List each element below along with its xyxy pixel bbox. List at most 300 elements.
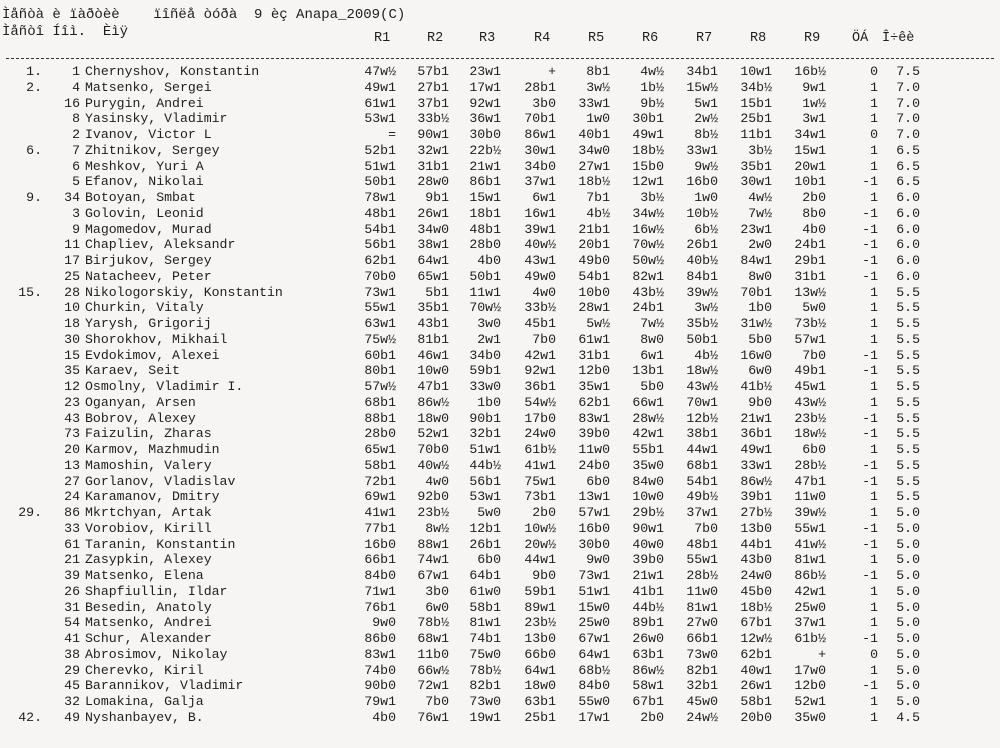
player-name-cell: Golovin, Leonid [85,205,204,221]
round-result-cell: + [818,646,826,662]
player-name-cell: Cherevko, Kiril [85,662,204,678]
round-result-cell: 7b0 [694,520,718,536]
round-result-cell: 18b½ [632,142,664,158]
round-result-cell: 18w0 [417,410,449,426]
round-result-cell: 30w1 [740,174,772,190]
round-result-cell: 43b½ [632,284,664,300]
round-result-cell: 5b0 [748,331,772,347]
table-row [0,253,1000,269]
start-number-cell: 61 [64,536,80,552]
color-balance-cell: 1 [870,489,878,505]
round-result-cell: 73w0 [686,646,718,662]
round-result-cell: 60b1 [364,347,396,363]
round-header-9: R9 [804,31,821,46]
table-row [0,64,1000,80]
round-result-cell: 13w½ [794,284,826,300]
round-result-cell: 5w½ [586,316,610,331]
color-balance-cell: -1 [862,174,878,190]
round-result-cell: 78b½ [417,615,449,631]
round-result-cell: 48b1 [469,221,501,237]
round-result-cell: 88w1 [417,536,449,552]
points-cell: 5.0 [896,520,920,536]
round-result-cell: 24b1 [632,300,664,316]
color-balance-cell: -1 [862,363,878,379]
round-result-cell: 35w1 [578,379,610,394]
round-result-cell: 82b1 [469,678,501,694]
round-result-cell: 49w0 [524,268,556,284]
round-result-cell: 54b1 [686,473,718,489]
round-result-cell: 90b0 [364,678,396,694]
round-result-cell: 15w½ [686,79,718,95]
round-result-cell: 32b1 [686,678,718,694]
round-result-cell: 49w1 [632,127,664,142]
player-name-cell: Evdokimov, Alexei [85,347,220,363]
color-balance-cell: 1 [870,442,878,457]
player-name-cell: Birjukov, Sergey [85,253,212,268]
round-result-cell: 62b1 [364,253,396,268]
color-balance-cell: 1 [870,95,878,111]
color-balance-cell: 1 [870,709,878,725]
round-result-cell: 6b0 [802,442,826,457]
start-number-cell: 54 [64,615,80,631]
points-cell: 6.0 [896,268,920,284]
round-result-cell: 44w1 [524,552,556,568]
player-name-cell: Efanov, Nikolai [85,174,204,190]
color-balance-cell: -1 [862,268,878,284]
points-cell: 6.0 [896,253,920,268]
round-result-cell: 15w0 [578,599,610,615]
round-result-cell: 42w1 [794,583,826,599]
round-result-cell: 31w½ [740,316,772,331]
round-result-cell: 10w1 [740,64,772,79]
round-result-cell: 24b1 [794,237,826,253]
round-result-cell: 43w½ [686,379,718,394]
round-result-cell: 74w1 [417,552,449,568]
color-balance-cell: 1 [870,316,878,331]
round-result-cell: 13b1 [632,363,664,379]
points-cell: 5.0 [896,536,920,552]
round-result-cell: 12w1 [632,174,664,190]
round-result-cell: 53w1 [469,489,501,505]
color-balance-cell: 1 [870,331,878,347]
points-cell: 5.0 [896,631,920,646]
header-divider [6,58,994,59]
round-result-cell: 54w½ [524,394,556,410]
round-result-cell: 71w1 [364,583,396,599]
start-number-cell: 12 [64,379,80,394]
round-result-cell: 81w1 [794,552,826,568]
round-result-cell: 34w0 [417,221,449,237]
round-result-cell: 7b0 [532,331,556,347]
round-result-cell: 84b1 [686,268,718,284]
table-row [0,159,1000,175]
round-result-cell: 37w1 [524,174,556,190]
round-result-cell: 73b1 [524,489,556,505]
round-result-cell: 1b½ [640,79,664,95]
round-result-cell: 10b1 [794,174,826,190]
round-result-cell: 21w1 [740,410,772,426]
table-row [0,678,1000,694]
round-result-cell: 81w1 [469,615,501,631]
round-result-cell: 72w1 [417,678,449,694]
round-result-cell: 11w1 [469,284,501,300]
round-result-cell: 55w0 [578,694,610,709]
round-result-cell: 5b1 [425,284,449,300]
round-result-cell: 66b1 [364,552,396,568]
round-result-cell: 64b1 [469,568,501,583]
round-result-cell: 92w1 [524,363,556,379]
round-result-cell: 69w1 [364,489,396,505]
round-result-cell: 6w1 [532,190,556,205]
table-row [0,615,1000,631]
round-result-cell: 3b0 [425,583,449,599]
round-result-cell: 59b1 [524,583,556,599]
start-number-cell: 3 [72,205,80,221]
player-name-cell: Nikologorskiy, Konstantin [85,284,283,300]
start-number-cell: 29 [64,662,80,678]
points-cell: 7.0 [896,79,920,95]
round-result-cell: 21w1 [469,158,501,174]
color-balance-cell: -1 [862,536,878,552]
round-result-cell: 2w1 [477,331,501,347]
player-name-cell: Karmov, Mazhmudin [85,442,220,457]
color-balance-cell: 1 [870,300,878,316]
round-result-cell: 20b0 [740,709,772,725]
round-result-cell: 61w1 [364,95,396,111]
round-result-cell: 9b1 [425,190,449,205]
table-row [0,96,1000,112]
round-result-cell: 16w1 [524,205,556,221]
player-name-cell: Mamoshin, Valery [85,457,212,473]
points-cell: 6.5 [896,158,920,174]
round-result-cell: 6b0 [586,473,610,489]
round-result-cell: 24w0 [740,568,772,583]
round-result-cell: 79w1 [364,694,396,709]
round-result-cell: 18w0 [524,678,556,694]
round-result-cell: 3b0 [532,95,556,111]
round-result-cell: 15w1 [469,190,501,205]
points-cell: 5.0 [896,599,920,615]
round-result-cell: 38b1 [686,426,718,442]
color-balance-cell: -1 [862,426,878,442]
round-result-cell: 29b1 [794,253,826,268]
round-result-cell: 28b0 [364,426,396,442]
points-cell: 5.5 [896,410,920,426]
round-result-cell: 5b0 [640,379,664,394]
player-name-cell: Chernyshov, Konstantin [85,64,260,79]
color-balance-cell: 1 [870,662,878,678]
round-result-cell: 86w½ [632,662,664,678]
points-cell: 6.5 [896,142,920,158]
color-balance-cell: 1 [870,615,878,631]
round-result-cell: 63b1 [524,694,556,709]
round-result-cell: 58b1 [740,694,772,709]
round-result-cell: + [548,64,556,79]
points-cell: 5.5 [896,473,920,489]
round-header-5: R5 [588,31,605,46]
round-result-cell: 67b1 [632,694,664,709]
round-result-cell: 15b1 [740,95,772,111]
color-balance-cell: -1 [862,205,878,221]
round-result-cell: 2w½ [694,111,718,127]
round-result-cell: 50b1 [469,268,501,284]
round-result-cell: 21w1 [632,568,664,583]
table-row [0,237,1000,253]
round-result-cell: 6b½ [694,221,718,237]
round-result-cell: 86w1 [524,127,556,142]
round-result-cell: 84b0 [578,678,610,694]
round-result-cell: 7w½ [748,205,772,221]
round-result-cell: 59b1 [469,363,501,379]
round-result-cell: 35b1 [740,158,772,174]
player-name-cell: Churkin, Vitaly [85,300,204,316]
round-result-cell: 7b1 [586,190,610,205]
round-result-cell: 47b1 [417,379,449,394]
table-row [0,111,1000,127]
points-cell: 7.5 [896,64,920,79]
round-result-cell: 9b½ [640,95,664,111]
points-cell: 5.0 [896,505,920,520]
round-result-cell: 41w½ [794,536,826,552]
round-result-cell: 31b1 [417,158,449,174]
round-result-cell: 24b0 [578,457,610,473]
round-result-cell: 33w1 [686,142,718,158]
round-result-cell: 1b0 [477,394,501,410]
round-result-cell: 86b½ [794,568,826,583]
points-cell: 5.0 [896,583,920,599]
round-result-cell: 1w½ [802,95,826,111]
round-result-cell: 47w½ [364,64,396,79]
points-cell: 5.0 [896,552,920,568]
place-cell: 9. [26,190,42,205]
points-cell: 5.0 [896,694,920,709]
player-name-cell: Botoyan, Smbat [85,190,196,205]
round-result-cell: 18b½ [578,174,610,190]
round-result-cell: 55w1 [794,520,826,536]
round-result-cell: 48b1 [364,205,396,221]
player-name-cell: Abrosimov, Nikolay [85,646,228,662]
start-number-cell: 5 [72,174,80,190]
round-result-cell: 21b1 [578,221,610,237]
round-result-cell: 58b1 [364,457,396,473]
round-result-cell: 3w½ [586,79,610,95]
round-result-cell: 5w0 [802,300,826,316]
round-result-cell: 49b1 [794,363,826,379]
round-result-cell: 50b1 [364,174,396,190]
round-result-cell: 8b½ [694,127,718,142]
round-result-cell: 55w1 [364,300,396,316]
round-header-2: R2 [427,31,444,46]
table-row [0,426,1000,442]
round-result-cell: 23b½ [524,615,556,631]
table-row [0,127,1000,143]
round-result-cell: 50b1 [686,331,718,347]
round-result-cell: 32w1 [417,142,449,158]
round-result-cell: 34b0 [524,158,556,174]
round-result-cell: 74b1 [469,631,501,646]
round-result-cell: 16b0 [578,520,610,536]
player-name-cell: Faizulin, Zharas [85,426,212,442]
points-cell: 5.5 [896,442,920,457]
round-result-cell: 18b1 [469,205,501,221]
points-cell: 5.0 [896,646,920,662]
round-result-cell: 10w0 [417,363,449,379]
table-row [0,285,1000,301]
round-result-cell: 10b½ [686,205,718,221]
start-number-cell: 26 [64,583,80,599]
place-cell: 42. [18,709,42,725]
start-number-cell: 16 [64,95,80,111]
player-name-cell: Yarysh, Grigorij [85,316,212,331]
round-result-cell: 6w0 [425,599,449,615]
color-balance-cell: -1 [862,347,878,363]
round-result-cell: 66w1 [632,394,664,410]
round-result-cell: 13w1 [578,489,610,505]
round-result-cell: 81b1 [417,331,449,347]
table-row [0,474,1000,490]
round-result-cell: 82w1 [632,268,664,284]
round-result-cell: 84b0 [364,568,396,583]
player-name-cell: Gorlanov, Vladislav [85,473,236,489]
color-balance-cell: 1 [870,284,878,300]
round-result-cell: 1w0 [586,111,610,127]
round-result-cell: 62b1 [740,646,772,662]
start-number-cell: 21 [64,552,80,568]
round-result-cell: 28b1 [524,79,556,95]
round-result-cell: 68b½ [578,662,610,678]
round-result-cell: 3w½ [694,300,718,316]
points-cell: 6.0 [896,221,920,237]
points-cell: 7.0 [896,127,920,142]
round-result-cell: 45w0 [686,694,718,709]
round-result-cell: 70w½ [632,237,664,253]
round-result-cell: 55w1 [686,552,718,568]
start-number-cell: 28 [64,284,80,300]
round-result-cell: 23b½ [417,505,449,520]
round-result-cell: 51w1 [364,158,396,174]
round-result-cell: 73b½ [794,316,826,331]
round-result-cell: 90w1 [417,127,449,142]
round-result-cell: 9b0 [532,568,556,583]
player-name-cell: Chapliev, Aleksandr [85,237,236,253]
round-result-cell: 40w½ [417,457,449,473]
points-cell: 6.5 [896,174,920,190]
round-result-cell: 16w½ [632,221,664,237]
round-result-cell: 8w½ [425,520,449,536]
start-number-cell: 6 [72,158,80,174]
player-name-cell: Yasinsky, Vladimir [85,111,228,127]
round-result-cell: 35b1 [417,300,449,316]
round-result-cell: 57b1 [417,64,449,79]
points-cell: 5.0 [896,678,920,694]
place-cell: 2. [26,79,42,95]
round-result-cell: 86b1 [469,174,501,190]
round-result-cell: 70b1 [524,111,556,127]
round-result-cell: 46w1 [417,347,449,363]
round-result-cell: 6w1 [640,347,664,363]
start-number-cell: 73 [64,426,80,442]
table-row [0,552,1000,568]
round-result-cell: 73w1 [578,568,610,583]
round-result-cell: 11w0 [794,489,826,505]
round-result-cell: 11b1 [740,127,772,142]
color-balance-cell: 1 [870,583,878,599]
points-cell: 4.5 [896,709,920,725]
table-row [0,537,1000,553]
round-result-cell: 84w1 [740,253,772,268]
player-name-cell: Lomakina, Galja [85,694,204,709]
header-title-line: Ìåñòà è ïàðòèè ïîñëå òóðà 9 èç Anapa_2009(C) [2,7,406,23]
round-result-cell: 1w0 [694,190,718,205]
player-name-cell: Natacheev, Peter [85,268,212,284]
points-cell: 5.5 [896,426,920,442]
round-result-cell: 15b0 [632,158,664,174]
player-name-cell: Oganyan, Arsen [85,394,196,410]
round-result-cell: 4w0 [425,473,449,489]
table-row [0,206,1000,222]
round-result-cell: 2b0 [532,505,556,520]
round-result-cell: 45b1 [524,316,556,331]
round-result-cell: 41b½ [740,379,772,394]
round-result-cell: 78b½ [469,662,501,678]
round-result-cell: 25b1 [524,709,556,725]
color-balance-cell: -1 [862,410,878,426]
table-row [0,395,1000,411]
color-balance-cell: 0 [870,64,878,79]
points-cell: 5.5 [896,379,920,394]
round-result-cell: 7b0 [802,347,826,363]
player-name-cell: Schur, Alexander [85,631,212,646]
start-number-cell: 30 [64,331,80,347]
round-result-cell: 17w1 [578,709,610,725]
color-balance-cell: 1 [870,505,878,520]
round-result-cell: 67w1 [417,568,449,583]
round-result-cell: 25w0 [794,599,826,615]
round-result-cell: 49w1 [740,442,772,457]
round-result-cell: 44w1 [686,442,718,457]
round-result-cell: 70b1 [740,284,772,300]
table-row [0,363,1000,379]
table-row [0,174,1000,190]
round-result-cell: 65w1 [417,268,449,284]
round-result-cell: 43b0 [740,552,772,568]
round-result-cell: 20w1 [794,158,826,174]
start-number-cell: 27 [64,473,80,489]
round-result-cell: 68b1 [364,394,396,410]
points-cell: 7.0 [896,95,920,111]
start-number-cell: 35 [64,363,80,379]
round-result-cell: 92w1 [469,95,501,111]
table-row [0,694,1000,710]
round-result-cell: 70w1 [686,394,718,410]
points-cell: 5.5 [896,284,920,300]
round-result-cell: 23w1 [740,221,772,237]
start-number-cell: 15 [64,347,80,363]
round-result-cell: 37w1 [794,615,826,631]
round-result-cell: 49b½ [686,489,718,505]
round-result-cell: 62b1 [578,394,610,410]
color-balance-cell: -1 [862,568,878,583]
round-result-cell: 83w1 [578,410,610,426]
color-balance-cell: 1 [870,694,878,709]
round-result-cell: 64w1 [417,253,449,268]
round-result-cell: 58b1 [469,599,501,615]
round-result-cell: 89w1 [524,599,556,615]
start-number-cell: 41 [64,631,80,646]
round-result-cell: 24w½ [686,709,718,725]
table-row [0,316,1000,332]
round-result-cell: 52w1 [794,694,826,709]
